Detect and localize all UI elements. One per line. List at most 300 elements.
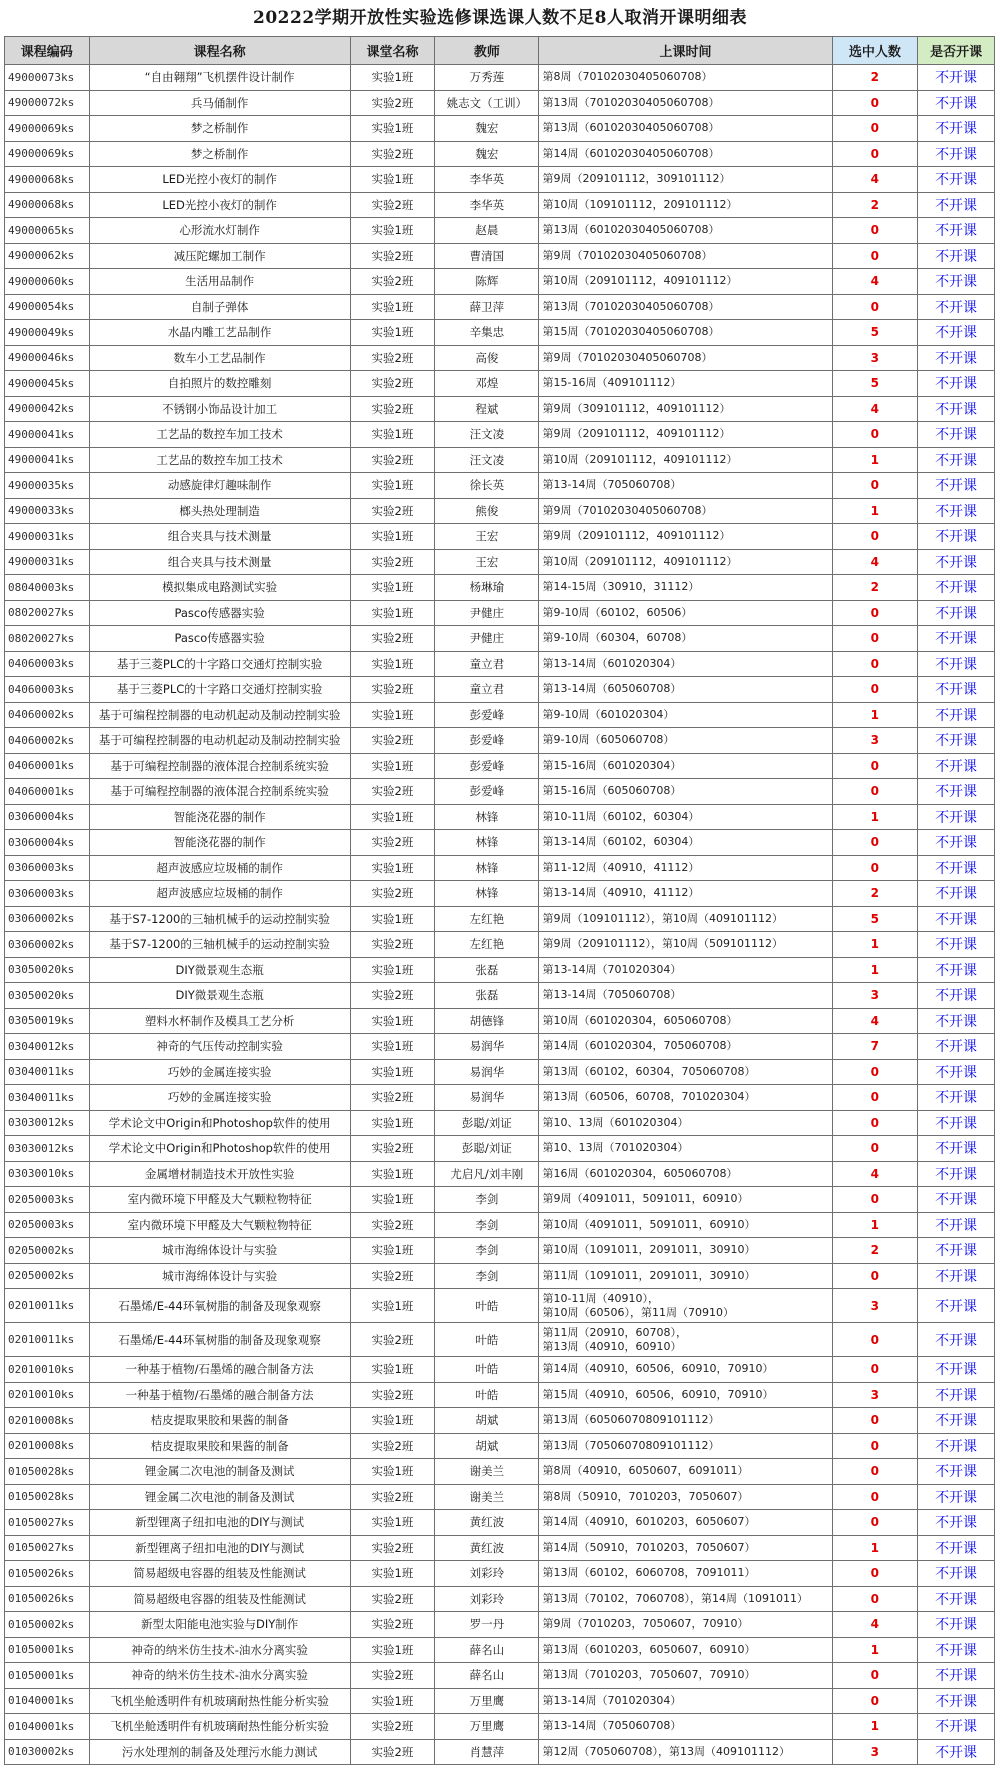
course-code-cell: 02010008ks [5, 1408, 90, 1434]
class-time-line: 第14周（40910，60506，60910，70910） [542, 1362, 774, 1376]
course-code-cell: 49000073ks [5, 65, 90, 91]
enrolled-count-cell: 0 [832, 116, 918, 142]
class-name-cell: 实验2班 [350, 396, 435, 422]
course-code-cell: 01030002ks [5, 1739, 90, 1765]
course-name-cell: 巧妙的金属连接实验 [89, 1085, 350, 1111]
course-name-cell: 金属增材制造技术开放性实验 [89, 1161, 350, 1187]
enrolled-count-cell: 0 [832, 1059, 918, 1085]
enrolled-count-cell: 0 [832, 422, 918, 448]
enrolled-count-cell: 0 [832, 1586, 918, 1612]
class-time-line: 第9-10周（60102，60506） [542, 605, 693, 619]
class-name-cell: 实验2班 [350, 1263, 435, 1289]
open-status-cell: 不开课 [918, 1561, 995, 1587]
open-status-cell: 不开课 [918, 1034, 995, 1060]
enrolled-count-cell: 0 [832, 473, 918, 499]
class-time-line: 第9-10周（605060708） [542, 733, 675, 747]
course-name-cell: 数车小工艺品制作 [89, 345, 350, 371]
table-row [5, 1688, 995, 1714]
open-status-cell: 不开课 [918, 549, 995, 575]
class-time-cell [539, 1637, 832, 1663]
class-time-cell [539, 702, 832, 728]
enrolled-count-cell: 0 [832, 1688, 918, 1714]
table-row [5, 218, 995, 244]
table-row [5, 728, 995, 754]
table-row [5, 626, 995, 652]
course-name-cell: 室内微环境下甲醛及大气颗粒物特征 [89, 1212, 350, 1238]
course-code-cell: 49000068ks [5, 192, 90, 218]
course-code-cell: 04060002ks [5, 702, 90, 728]
open-status-cell: 不开课 [918, 1059, 995, 1085]
class-time-line: 第15-16周（605060708） [542, 784, 682, 798]
teacher-cell: 叶皓 [435, 1382, 539, 1408]
course-name-cell: 城市海绵体设计与实验 [89, 1263, 350, 1289]
class-time-cell [539, 855, 832, 881]
teacher-cell: 李华英 [435, 167, 539, 193]
class-name-cell: 实验1班 [350, 1408, 435, 1434]
enrolled-count-cell: 0 [832, 600, 918, 626]
class-time-line: 第8周（70102030405060708） [542, 70, 713, 84]
open-status-cell: 不开课 [918, 1535, 995, 1561]
class-time-line: 第13周（6010203，6050607，60910） [542, 1642, 756, 1656]
course-name-cell: 基于可编程控制器的液体混合控制系统实验 [89, 779, 350, 805]
course-code-cell: 49000041ks [5, 422, 90, 448]
course-name-cell: 一种基于植物/石墨烯的融合制备方法 [89, 1382, 350, 1408]
teacher-cell: 尹健庄 [435, 600, 539, 626]
class-time-cell [539, 1212, 832, 1238]
course-code-cell: 03060002ks [5, 932, 90, 958]
table-row [5, 830, 995, 856]
enrolled-count-cell: 1 [832, 804, 918, 830]
teacher-cell: 陈辉 [435, 269, 539, 295]
open-status-cell: 不开课 [918, 1484, 995, 1510]
course-name-cell: 榔头热处理制造 [89, 498, 350, 524]
enrolled-count-cell: 2 [832, 192, 918, 218]
open-status-cell: 不开课 [918, 983, 995, 1009]
enrolled-count-cell: 1 [832, 932, 918, 958]
enrolled-count-cell: 3 [832, 1739, 918, 1765]
course-name-cell: 室内微环境下甲醛及大气颗粒物特征 [89, 1187, 350, 1213]
class-name-cell: 实验1班 [350, 1059, 435, 1085]
course-name-cell: 不锈钢小饰品设计加工 [89, 396, 350, 422]
teacher-cell: 彭爱峰 [435, 753, 539, 779]
enrolled-count-cell: 0 [832, 1357, 918, 1383]
class-name-cell: 实验2班 [350, 677, 435, 703]
header-course-name: 课程名称 [89, 37, 350, 65]
enrolled-count-cell: 5 [832, 320, 918, 346]
class-time-line: 第13周（70102030405060708） [542, 95, 720, 109]
enrolled-count-cell: 0 [832, 651, 918, 677]
table-row [5, 1110, 995, 1136]
class-time-line: 第13周（60102030405060708） [542, 121, 720, 135]
course-name-cell: 组合夹具与技术测量 [89, 549, 350, 575]
table-row [5, 1085, 995, 1111]
course-code-cell: 49000045ks [5, 371, 90, 397]
table-row [5, 983, 995, 1009]
table-row [5, 1510, 995, 1536]
enrolled-count-cell: 1 [832, 1535, 918, 1561]
class-name-cell: 实验2班 [350, 269, 435, 295]
course-name-cell: 自拍照片的数控雕刻 [89, 371, 350, 397]
header-teacher: 教师 [435, 37, 539, 65]
header-class-name: 课堂名称 [350, 37, 435, 65]
enrolled-count-cell: 0 [832, 677, 918, 703]
table-row [5, 779, 995, 805]
enrolled-count-cell: 5 [832, 906, 918, 932]
course-name-cell: 工艺品的数控车加工技术 [89, 447, 350, 473]
course-code-cell: 04060001ks [5, 753, 90, 779]
open-status-cell: 不开课 [918, 1714, 995, 1740]
class-time-cell [539, 294, 832, 320]
enrolled-count-cell: 4 [832, 549, 918, 575]
table-row [5, 422, 995, 448]
class-time-cell [539, 1059, 832, 1085]
class-time-cell [539, 269, 832, 295]
teacher-cell: 尹健庄 [435, 626, 539, 652]
course-name-cell: 心形流水灯制作 [89, 218, 350, 244]
class-name-cell: 实验2班 [350, 192, 435, 218]
class-time-line: 第9周（109101112），第10周（409101112） [542, 911, 783, 925]
course-name-cell: 基于可编程控制器的电动机起动及制动控制实验 [89, 728, 350, 754]
table-row [5, 881, 995, 907]
course-name-cell: 兵马俑制作 [89, 90, 350, 116]
class-time-cell [539, 447, 832, 473]
enrolled-count-cell: 1 [832, 1637, 918, 1663]
open-status-cell: 不开课 [918, 320, 995, 346]
enrolled-count-cell: 2 [832, 65, 918, 91]
class-time-line: 第15-16周（409101112） [542, 376, 682, 390]
table-row [5, 906, 995, 932]
teacher-cell: 杨琳瑜 [435, 575, 539, 601]
course-name-cell: 超声波感应垃圾桶的制作 [89, 855, 350, 881]
class-name-cell: 实验2班 [350, 1663, 435, 1689]
class-time-line: 第14周（40910，6010203，6050607） [542, 1515, 756, 1529]
open-status-cell: 不开课 [918, 1238, 995, 1264]
open-status-cell: 不开课 [918, 1510, 995, 1536]
enrolled-count-cell: 4 [832, 269, 918, 295]
course-name-cell: DIY微景观生态瓶 [89, 983, 350, 1009]
course-code-cell: 03040011ks [5, 1085, 90, 1111]
class-time-line: 第13周（70506070809101112） [542, 1438, 720, 1452]
class-time-cell [539, 1161, 832, 1187]
enrolled-count-cell: 0 [832, 218, 918, 244]
course-code-cell: 04060003ks [5, 651, 90, 677]
class-time-cell [539, 1085, 832, 1111]
class-name-cell: 实验1班 [350, 1637, 435, 1663]
class-time-line: 第10-11周（40910）， [542, 1291, 659, 1305]
course-name-cell: 桔皮提取果胶和果酱的制备 [89, 1433, 350, 1459]
table-row [5, 1059, 995, 1085]
enrolled-count-cell: 0 [832, 1561, 918, 1587]
course-name-cell: 模拟集成电路测试实验 [89, 575, 350, 601]
table-row [5, 1612, 995, 1638]
class-name-cell: 实验1班 [350, 651, 435, 677]
class-time-cell [539, 524, 832, 550]
open-status-cell: 不开课 [918, 218, 995, 244]
class-time-cell [539, 1433, 832, 1459]
course-name-cell: 简易超级电容器的组装及性能测试 [89, 1561, 350, 1587]
teacher-cell: 谢美兰 [435, 1459, 539, 1485]
table-row [5, 1714, 995, 1740]
course-name-cell: 基于三菱PLC的十字路口交通灯控制实验 [89, 651, 350, 677]
class-time-cell [539, 345, 832, 371]
class-time-line: 第9周（70102030405060708） [542, 503, 713, 517]
class-time-line: 第9周（209101112，409101112） [542, 529, 731, 543]
course-name-cell: 巧妙的金属连接实验 [89, 1059, 350, 1085]
open-status-cell: 不开课 [918, 90, 995, 116]
class-time-cell [539, 167, 832, 193]
enrolled-count-cell: 4 [832, 1612, 918, 1638]
class-time-cell [539, 549, 832, 575]
class-time-cell [539, 600, 832, 626]
class-name-cell: 实验2班 [350, 549, 435, 575]
class-name-cell: 实验1班 [350, 1289, 435, 1323]
class-time-cell [539, 1586, 832, 1612]
class-name-cell: 实验1班 [350, 1357, 435, 1383]
course-code-cell: 03060003ks [5, 881, 90, 907]
class-time-cell [539, 116, 832, 142]
table-row [5, 345, 995, 371]
class-name-cell: 实验1班 [350, 1008, 435, 1034]
course-code-cell: 03060003ks [5, 855, 90, 881]
course-code-cell: 02050003ks [5, 1212, 90, 1238]
class-time-cell [539, 422, 832, 448]
table-row [5, 804, 995, 830]
open-status-cell: 不开课 [918, 957, 995, 983]
course-code-cell: 02010010ks [5, 1357, 90, 1383]
course-name-cell: 梦之桥制作 [89, 116, 350, 142]
enrolled-count-cell: 1 [832, 1714, 918, 1740]
class-time-line: 第9周（70102030405060708） [542, 350, 713, 364]
enrolled-count-cell: 0 [832, 1323, 918, 1357]
teacher-cell: 万里鹰 [435, 1714, 539, 1740]
course-code-cell: 49000068ks [5, 167, 90, 193]
teacher-cell: 胡斌 [435, 1433, 539, 1459]
page-title: 20222学期开放性实验选修课选课人数不足8人取消开课明细表 [253, 8, 747, 28]
teacher-cell: 李剑 [435, 1187, 539, 1213]
course-code-cell: 49000049ks [5, 320, 90, 346]
class-time-cell [539, 753, 832, 779]
class-time-line: 第14周（50910，7010203，7050607） [542, 1540, 756, 1554]
teacher-cell: 彭爱峰 [435, 779, 539, 805]
course-name-cell: 新型锂离子纽扣电池的DIY与测试 [89, 1510, 350, 1536]
enrolled-count-cell: 4 [832, 167, 918, 193]
teacher-cell: 汪文凌 [435, 422, 539, 448]
enrolled-count-cell: 0 [832, 524, 918, 550]
teacher-cell: 左红艳 [435, 932, 539, 958]
teacher-cell: 叶皓 [435, 1357, 539, 1383]
table-row [5, 396, 995, 422]
enrolled-count-cell: 3 [832, 345, 918, 371]
course-code-cell: 02050002ks [5, 1263, 90, 1289]
course-name-cell: 工艺品的数控车加工技术 [89, 422, 350, 448]
open-status-cell: 不开课 [918, 932, 995, 958]
table-row [5, 447, 995, 473]
teacher-cell: 魏宏 [435, 141, 539, 167]
class-time-line: 第16周（601020304，605060708） [542, 1166, 738, 1180]
course-name-cell: 一种基于植物/石墨烯的融合制备方法 [89, 1357, 350, 1383]
enrolled-count-cell: 0 [832, 1433, 918, 1459]
open-status-cell: 不开课 [918, 575, 995, 601]
class-time-cell [539, 1357, 832, 1383]
open-status-cell: 不开课 [918, 1586, 995, 1612]
course-code-cell: 02050002ks [5, 1238, 90, 1264]
enrolled-count-cell: 3 [832, 1382, 918, 1408]
enrolled-count-cell: 0 [832, 1484, 918, 1510]
enrolled-count-cell: 0 [832, 1263, 918, 1289]
course-code-cell: 03030012ks [5, 1110, 90, 1136]
class-time-line: 第9周（309101112，409101112） [542, 401, 731, 415]
course-name-cell: 减压陀螺加工制作 [89, 243, 350, 269]
open-status-cell: 不开课 [918, 1008, 995, 1034]
teacher-cell: 彭爱峰 [435, 702, 539, 728]
open-status-cell: 不开课 [918, 779, 995, 805]
class-time-cell [539, 1510, 832, 1536]
open-status-cell: 不开课 [918, 1110, 995, 1136]
course-name-cell: 动感旋律灯趣味制作 [89, 473, 350, 499]
open-status-cell: 不开课 [918, 1263, 995, 1289]
class-time-cell [539, 906, 832, 932]
class-time-line: 第9周（4091011，5091011，60910） [542, 1192, 749, 1206]
class-time-line: 第10周（4091011，5091011，60910） [542, 1217, 756, 1231]
table-row [5, 269, 995, 295]
teacher-cell: 程斌 [435, 396, 539, 422]
course-code-cell: 01040001ks [5, 1714, 90, 1740]
table-row [5, 1535, 995, 1561]
class-name-cell: 实验1班 [350, 218, 435, 244]
table-row [5, 575, 995, 601]
open-status-cell: 不开课 [918, 447, 995, 473]
class-name-cell: 实验1班 [350, 1034, 435, 1060]
class-name-cell: 实验2班 [350, 1382, 435, 1408]
class-time-line: 第10周（1091011，2091011，30910） [542, 1243, 756, 1257]
teacher-cell: 李剑 [435, 1263, 539, 1289]
table-row [5, 167, 995, 193]
class-time-cell [539, 1008, 832, 1034]
class-name-cell: 实验1班 [350, 575, 435, 601]
table-row [5, 320, 995, 346]
table-row [5, 702, 995, 728]
class-time-cell [539, 1535, 832, 1561]
table-row [5, 371, 995, 397]
class-time-cell [539, 1238, 832, 1264]
course-name-cell: 神奇的纳米仿生技术-油水分离实验 [89, 1663, 350, 1689]
class-time-cell [539, 1739, 832, 1765]
course-code-cell: 03030010ks [5, 1161, 90, 1187]
enrolled-count-cell: 0 [832, 243, 918, 269]
course-name-cell: 组合夹具与技术测量 [89, 524, 350, 550]
course-name-cell: DIY微景观生态瓶 [89, 957, 350, 983]
class-time-cell [539, 218, 832, 244]
class-name-cell: 实验2班 [350, 345, 435, 371]
header-course-code: 课程编码 [5, 37, 90, 65]
class-time-line: 第11-12周（40910，41112） [542, 860, 700, 874]
class-time-cell [539, 983, 832, 1009]
course-name-cell: 基于S7-1200的三轴机械手的运动控制实验 [89, 932, 350, 958]
class-time-cell [539, 1136, 832, 1162]
table-row [5, 1561, 995, 1587]
course-name-cell: 锂金属二次电池的制备及测试 [89, 1484, 350, 1510]
open-status-cell: 不开课 [918, 1663, 995, 1689]
class-time-line: 第9周（209101112，409101112） [542, 427, 731, 441]
enrolled-count-cell: 0 [832, 1187, 918, 1213]
class-time-cell [539, 677, 832, 703]
course-code-cell: 49000042ks [5, 396, 90, 422]
table-row [5, 651, 995, 677]
class-time-cell [539, 1323, 832, 1357]
table-row [5, 1289, 995, 1323]
open-status-cell: 不开课 [918, 65, 995, 91]
course-code-cell: 01050027ks [5, 1535, 90, 1561]
course-code-cell: 01050027ks [5, 1510, 90, 1536]
class-time-cell [539, 1612, 832, 1638]
class-name-cell: 实验1班 [350, 1459, 435, 1485]
header-open-status: 是否开课 [918, 37, 995, 65]
open-status-cell: 不开课 [918, 1382, 995, 1408]
open-status-cell: 不开课 [918, 753, 995, 779]
teacher-cell: 罗一丹 [435, 1612, 539, 1638]
course-name-cell: 基于可编程控制器的电动机起动及制动控制实验 [89, 702, 350, 728]
enrolled-count-cell: 0 [832, 753, 918, 779]
class-time-line: 第10、13周（601020304） [542, 1115, 689, 1129]
open-status-cell: 不开课 [918, 677, 995, 703]
enrolled-count-cell: 1 [832, 1212, 918, 1238]
course-code-cell: 49000069ks [5, 116, 90, 142]
open-status-cell: 不开课 [918, 167, 995, 193]
open-status-cell: 不开课 [918, 804, 995, 830]
course-code-cell: 03050019ks [5, 1008, 90, 1034]
header-row [5, 37, 995, 65]
open-status-cell: 不开课 [918, 1637, 995, 1663]
class-time-line: 第13周（40910，60910） [542, 1339, 682, 1353]
course-code-cell: 49000060ks [5, 269, 90, 295]
teacher-cell: 曹清国 [435, 243, 539, 269]
table-row [5, 65, 995, 91]
class-name-cell: 实验1班 [350, 702, 435, 728]
class-time-cell [539, 626, 832, 652]
teacher-cell: 叶皓 [435, 1323, 539, 1357]
class-time-line: 第14周（60102030405060708） [542, 146, 720, 160]
table-row [5, 957, 995, 983]
enrolled-count-cell: 0 [832, 294, 918, 320]
class-name-cell: 实验2班 [350, 932, 435, 958]
open-status-cell: 不开课 [918, 600, 995, 626]
course-code-cell: 49000065ks [5, 218, 90, 244]
table-row [5, 1238, 995, 1264]
class-time-line: 第10-11周（60102，60304） [542, 809, 700, 823]
class-name-cell: 实验1班 [350, 855, 435, 881]
class-time-line: 第14周（601020304，705060708） [542, 1039, 738, 1053]
enrolled-count-cell: 0 [832, 855, 918, 881]
course-name-cell: Pasco传感器实验 [89, 626, 350, 652]
class-name-cell: 实验1班 [350, 294, 435, 320]
course-code-cell: 49000035ks [5, 473, 90, 499]
course-name-cell: 基于三菱PLC的十字路口交通灯控制实验 [89, 677, 350, 703]
course-name-cell: 塑料水杯制作及模具工艺分析 [89, 1008, 350, 1034]
open-status-cell: 不开课 [918, 830, 995, 856]
course-name-cell: 神奇的纳米仿生技术-油水分离实验 [89, 1637, 350, 1663]
class-time-line: 第10周（209101112，409101112） [542, 274, 738, 288]
course-code-cell: 01050002ks [5, 1612, 90, 1638]
course-code-cell: 04060003ks [5, 677, 90, 703]
class-name-cell: 实验1班 [350, 1238, 435, 1264]
open-status-cell: 不开课 [918, 626, 995, 652]
table-row [5, 473, 995, 499]
class-name-cell: 实验1班 [350, 320, 435, 346]
class-time-cell [539, 932, 832, 958]
class-name-cell: 实验2班 [350, 447, 435, 473]
course-name-cell: “自由翱翔”飞机摆件设计制作 [89, 65, 350, 91]
open-status-cell: 不开课 [918, 473, 995, 499]
